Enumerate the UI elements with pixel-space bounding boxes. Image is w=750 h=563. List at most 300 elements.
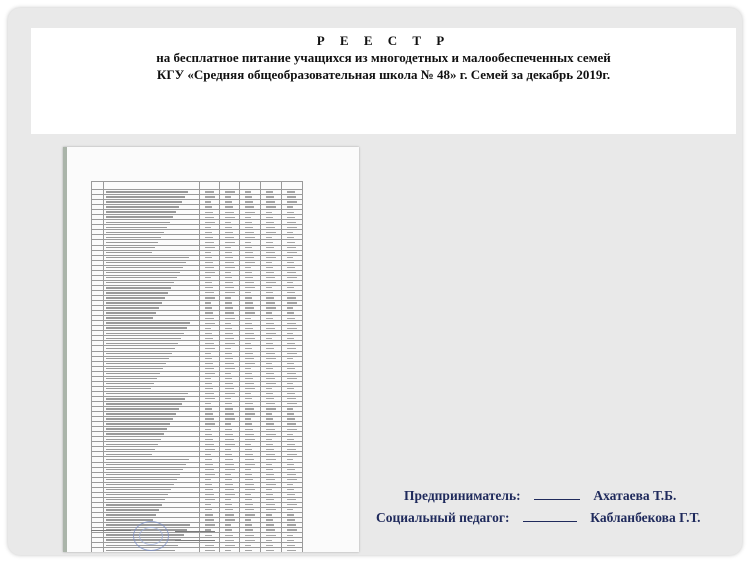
illegible-value-scribble bbox=[205, 323, 215, 324]
illegible-value-scribble bbox=[287, 201, 297, 202]
illegible-value-scribble bbox=[266, 237, 272, 238]
scan-footer-line bbox=[91, 530, 131, 531]
illegible-value-scribble bbox=[245, 408, 254, 409]
illegible-value-scribble bbox=[225, 348, 231, 349]
illegible-value-scribble bbox=[287, 247, 296, 248]
illegible-value-scribble bbox=[225, 338, 234, 339]
illegible-value-scribble bbox=[266, 252, 275, 253]
illegible-value-scribble bbox=[205, 550, 215, 551]
illegible-value-scribble bbox=[245, 469, 251, 470]
illegible-name-scribble bbox=[106, 383, 154, 384]
document-header bbox=[31, 28, 736, 134]
illegible-value-scribble bbox=[225, 504, 232, 505]
illegible-value-scribble bbox=[245, 212, 255, 213]
illegible-value-scribble bbox=[225, 449, 231, 450]
illegible-value-scribble bbox=[225, 232, 233, 233]
entrepreneur-name: Ахатаева Т.Б. bbox=[593, 488, 677, 503]
illegible-value-scribble bbox=[266, 418, 273, 419]
illegible-value-scribble bbox=[225, 378, 232, 379]
illegible-value-scribble bbox=[287, 545, 295, 546]
illegible-value-scribble bbox=[245, 267, 251, 268]
illegible-value-scribble bbox=[287, 368, 295, 369]
signature-blank bbox=[534, 489, 580, 500]
illegible-value-scribble bbox=[266, 338, 272, 339]
illegible-value-scribble bbox=[225, 444, 235, 445]
illegible-value-scribble bbox=[245, 489, 255, 490]
illegible-name-scribble bbox=[106, 333, 184, 334]
illegible-name-scribble bbox=[106, 378, 157, 379]
illegible-value-scribble bbox=[225, 413, 234, 414]
illegible-value-scribble bbox=[287, 383, 293, 384]
illegible-value-scribble bbox=[245, 368, 251, 369]
illegible-value-scribble bbox=[287, 323, 296, 324]
illegible-value-scribble bbox=[205, 545, 214, 546]
illegible-value-scribble bbox=[245, 545, 251, 546]
illegible-value-scribble bbox=[205, 277, 211, 278]
illegible-name-scribble bbox=[106, 307, 159, 308]
illegible-value-scribble bbox=[245, 494, 251, 495]
illegible-value-scribble bbox=[225, 302, 232, 303]
illegible-value-scribble bbox=[205, 449, 215, 450]
illegible-value-scribble bbox=[245, 535, 254, 536]
illegible-value-scribble bbox=[266, 212, 272, 213]
illegible-value-scribble bbox=[205, 504, 211, 505]
illegible-name-scribble bbox=[106, 327, 187, 328]
scan-table-cell bbox=[220, 182, 240, 190]
signature-blank bbox=[523, 511, 577, 522]
illegible-value-scribble bbox=[225, 312, 234, 313]
illegible-name-scribble bbox=[106, 489, 171, 490]
illegible-value-scribble bbox=[266, 499, 274, 500]
illegible-value-scribble bbox=[266, 302, 275, 303]
illegible-value-scribble bbox=[245, 262, 255, 263]
illegible-value-scribble bbox=[225, 307, 233, 308]
illegible-value-scribble bbox=[287, 242, 295, 243]
illegible-value-scribble bbox=[266, 504, 275, 505]
scan-table-cell bbox=[92, 548, 104, 552]
illegible-value-scribble bbox=[205, 444, 214, 445]
illegible-name-scribble bbox=[106, 418, 173, 419]
illegible-value-scribble bbox=[287, 262, 294, 263]
illegible-value-scribble bbox=[225, 272, 231, 273]
illegible-value-scribble bbox=[245, 201, 253, 202]
illegible-value-scribble bbox=[287, 393, 295, 394]
illegible-value-scribble bbox=[287, 418, 295, 419]
illegible-value-scribble bbox=[287, 509, 293, 510]
illegible-value-scribble bbox=[205, 257, 212, 258]
illegible-name-scribble bbox=[106, 408, 179, 409]
illegible-value-scribble bbox=[225, 323, 231, 324]
illegible-value-scribble bbox=[225, 474, 231, 475]
illegible-value-scribble bbox=[266, 333, 276, 334]
illegible-value-scribble bbox=[287, 373, 296, 374]
scan-table-cell bbox=[261, 182, 282, 190]
illegible-value-scribble bbox=[205, 368, 214, 369]
illegible-value-scribble bbox=[205, 232, 212, 233]
illegible-value-scribble bbox=[266, 368, 273, 369]
illegible-value-scribble bbox=[225, 287, 234, 288]
illegible-value-scribble bbox=[287, 312, 294, 313]
scan-table-cell bbox=[282, 548, 303, 552]
illegible-name-scribble bbox=[106, 196, 185, 197]
illegible-value-scribble bbox=[266, 459, 276, 460]
illegible-value-scribble bbox=[287, 338, 294, 339]
illegible-value-scribble bbox=[245, 383, 254, 384]
illegible-value-scribble bbox=[266, 282, 276, 283]
illegible-value-scribble bbox=[245, 333, 254, 334]
illegible-value-scribble bbox=[225, 540, 234, 541]
illegible-name-scribble bbox=[106, 413, 176, 414]
illegible-value-scribble bbox=[245, 247, 252, 248]
illegible-value-scribble bbox=[266, 489, 272, 490]
illegible-value-scribble bbox=[205, 408, 212, 409]
scan-table-row bbox=[92, 548, 303, 552]
illegible-name-scribble bbox=[106, 211, 176, 212]
illegible-value-scribble bbox=[245, 373, 252, 374]
illegible-value-scribble bbox=[245, 196, 252, 197]
illegible-value-scribble bbox=[225, 252, 232, 253]
illegible-value-scribble bbox=[205, 489, 213, 490]
illegible-value-scribble bbox=[205, 353, 211, 354]
illegible-name-scribble bbox=[106, 317, 153, 318]
illegible-value-scribble bbox=[205, 307, 212, 308]
illegible-name-scribble bbox=[106, 216, 173, 217]
illegible-value-scribble bbox=[245, 509, 254, 510]
illegible-value-scribble bbox=[287, 282, 293, 283]
illegible-name-scribble bbox=[106, 469, 183, 470]
illegible-value-scribble bbox=[225, 212, 234, 213]
entrepreneur-role: Предприниматель: bbox=[404, 488, 521, 503]
illegible-name-scribble bbox=[106, 388, 151, 389]
illegible-value-scribble bbox=[225, 373, 231, 374]
illegible-value-scribble bbox=[245, 499, 252, 500]
illegible-value-scribble bbox=[205, 519, 214, 520]
illegible-value-scribble bbox=[287, 439, 294, 440]
illegible-value-scribble bbox=[205, 191, 214, 192]
illegible-value-scribble bbox=[205, 227, 211, 228]
illegible-value-scribble bbox=[266, 201, 275, 202]
illegible-value-scribble bbox=[225, 196, 231, 197]
illegible-value-scribble bbox=[287, 408, 293, 409]
illegible-value-scribble bbox=[266, 247, 274, 248]
illegible-name-scribble bbox=[106, 373, 160, 374]
illegible-value-scribble bbox=[205, 282, 212, 283]
illegible-value-scribble bbox=[266, 348, 274, 349]
signature-row-entrepreneur bbox=[404, 488, 676, 504]
illegible-value-scribble bbox=[287, 232, 293, 233]
illegible-value-scribble bbox=[205, 343, 214, 344]
illegible-value-scribble bbox=[287, 206, 293, 207]
illegible-value-scribble bbox=[266, 434, 276, 435]
illegible-value-scribble bbox=[205, 201, 211, 202]
illegible-value-scribble bbox=[225, 489, 234, 490]
illegible-value-scribble bbox=[245, 323, 252, 324]
illegible-value-scribble bbox=[225, 550, 231, 551]
illegible-name-scribble bbox=[106, 484, 174, 485]
illegible-value-scribble bbox=[205, 429, 211, 430]
illegible-value-scribble bbox=[205, 464, 213, 465]
illegible-value-scribble bbox=[205, 363, 213, 364]
illegible-value-scribble bbox=[205, 499, 215, 500]
illegible-value-scribble bbox=[266, 550, 274, 551]
illegible-value-scribble bbox=[225, 418, 235, 419]
illegible-name-scribble bbox=[106, 454, 152, 455]
illegible-value-scribble bbox=[245, 459, 254, 460]
illegible-name-scribble bbox=[106, 206, 179, 207]
illegible-value-scribble bbox=[205, 509, 212, 510]
illegible-name-scribble bbox=[106, 348, 175, 349]
illegible-value-scribble bbox=[225, 222, 231, 223]
registry-subtitle: на бесплатное питание учащихся из многодетных и малообеспеченных семей bbox=[156, 50, 611, 65]
illegible-value-scribble bbox=[287, 378, 297, 379]
illegible-value-scribble bbox=[266, 292, 273, 293]
illegible-value-scribble bbox=[225, 292, 235, 293]
illegible-value-scribble bbox=[245, 403, 253, 404]
illegible-value-scribble bbox=[225, 524, 231, 525]
illegible-name-scribble bbox=[106, 439, 161, 440]
illegible-value-scribble bbox=[287, 519, 295, 520]
illegible-value-scribble bbox=[245, 302, 253, 303]
illegible-value-scribble bbox=[287, 363, 294, 364]
illegible-value-scribble bbox=[205, 287, 213, 288]
illegible-value-scribble bbox=[245, 429, 253, 430]
illegible-name-scribble bbox=[106, 297, 165, 298]
illegible-value-scribble bbox=[245, 277, 253, 278]
illegible-value-scribble bbox=[287, 388, 294, 389]
illegible-value-scribble bbox=[287, 358, 293, 359]
illegible-value-scribble bbox=[205, 413, 213, 414]
illegible-value-scribble bbox=[245, 318, 251, 319]
illegible-name-scribble bbox=[106, 277, 177, 278]
illegible-value-scribble bbox=[225, 393, 235, 394]
illegible-value-scribble bbox=[205, 383, 212, 384]
illegible-value-scribble bbox=[225, 429, 232, 430]
illegible-value-scribble bbox=[245, 227, 253, 228]
illegible-name-scribble bbox=[106, 398, 185, 399]
illegible-value-scribble bbox=[205, 292, 214, 293]
illegible-value-scribble bbox=[205, 479, 211, 480]
illegible-value-scribble bbox=[225, 398, 231, 399]
illegible-value-scribble bbox=[287, 318, 295, 319]
illegible-value-scribble bbox=[266, 257, 276, 258]
illegible-value-scribble bbox=[266, 413, 272, 414]
illegible-value-scribble bbox=[266, 383, 276, 384]
illegible-value-scribble bbox=[287, 479, 297, 480]
illegible-value-scribble bbox=[205, 358, 212, 359]
scan-table-cell bbox=[282, 182, 303, 190]
illegible-value-scribble bbox=[225, 464, 234, 465]
illegible-value-scribble bbox=[245, 307, 254, 308]
illegible-name-scribble bbox=[106, 464, 186, 465]
illegible-value-scribble bbox=[245, 454, 253, 455]
illegible-value-scribble bbox=[266, 297, 274, 298]
illegible-value-scribble bbox=[266, 545, 273, 546]
illegible-value-scribble bbox=[287, 535, 293, 536]
illegible-name-scribble bbox=[106, 222, 170, 223]
illegible-value-scribble bbox=[225, 343, 235, 344]
illegible-value-scribble bbox=[245, 282, 254, 283]
illegible-value-scribble bbox=[266, 217, 273, 218]
illegible-value-scribble bbox=[205, 212, 213, 213]
illegible-value-scribble bbox=[266, 444, 273, 445]
illegible-value-scribble bbox=[225, 262, 234, 263]
illegible-value-scribble bbox=[225, 479, 232, 480]
scan-table-cell bbox=[240, 182, 261, 190]
scan-table-cell bbox=[261, 548, 282, 552]
illegible-value-scribble bbox=[225, 217, 235, 218]
illegible-name-scribble bbox=[106, 338, 181, 339]
illegible-value-scribble bbox=[287, 489, 294, 490]
registry-school-line: КГУ «Средняя общеобразовательная школа № 48» г. Семей за декабрь 2019г. bbox=[156, 67, 611, 82]
illegible-value-scribble bbox=[266, 206, 276, 207]
illegible-value-scribble bbox=[266, 191, 273, 192]
illegible-value-scribble bbox=[225, 237, 234, 238]
illegible-value-scribble bbox=[205, 237, 213, 238]
illegible-value-scribble bbox=[225, 408, 233, 409]
illegible-name-scribble bbox=[106, 322, 190, 323]
illegible-name-scribble bbox=[106, 494, 168, 495]
illegible-value-scribble bbox=[205, 398, 215, 399]
scan-signature-line bbox=[175, 540, 215, 541]
illegible-name-scribble bbox=[106, 353, 172, 354]
illegible-value-scribble bbox=[245, 540, 255, 541]
illegible-value-scribble bbox=[287, 302, 297, 303]
illegible-value-scribble bbox=[266, 408, 276, 409]
illegible-value-scribble bbox=[266, 267, 273, 268]
illegible-value-scribble bbox=[225, 383, 233, 384]
scan-table-cell bbox=[240, 548, 261, 552]
illegible-value-scribble bbox=[205, 328, 211, 329]
registry-table-scan bbox=[91, 181, 303, 552]
illegible-value-scribble bbox=[245, 439, 255, 440]
illegible-name-scribble bbox=[106, 363, 166, 364]
illegible-value-scribble bbox=[287, 217, 295, 218]
illegible-value-scribble bbox=[205, 393, 214, 394]
illegible-value-scribble bbox=[266, 262, 272, 263]
illegible-value-scribble bbox=[205, 474, 215, 475]
illegible-value-scribble bbox=[266, 272, 274, 273]
illegible-value-scribble bbox=[287, 222, 296, 223]
illegible-value-scribble bbox=[225, 529, 232, 530]
illegible-value-scribble bbox=[205, 247, 215, 248]
illegible-name-scribble bbox=[106, 514, 156, 515]
illegible-value-scribble bbox=[225, 247, 231, 248]
illegible-value-scribble bbox=[245, 393, 251, 394]
illegible-value-scribble bbox=[266, 343, 273, 344]
illegible-value-scribble bbox=[245, 484, 254, 485]
illegible-value-scribble bbox=[287, 348, 296, 349]
scan-table-cell bbox=[200, 182, 220, 190]
illegible-value-scribble bbox=[205, 524, 215, 525]
illegible-value-scribble bbox=[266, 328, 275, 329]
illegible-value-scribble bbox=[266, 524, 274, 525]
illegible-value-scribble bbox=[205, 494, 214, 495]
illegible-value-scribble bbox=[287, 524, 296, 525]
illegible-value-scribble bbox=[287, 212, 294, 213]
illegible-value-scribble bbox=[245, 519, 251, 520]
illegible-value-scribble bbox=[205, 514, 213, 515]
illegible-value-scribble bbox=[205, 262, 213, 263]
illegible-value-scribble bbox=[266, 318, 273, 319]
illegible-value-scribble bbox=[225, 514, 234, 515]
illegible-value-scribble bbox=[266, 439, 272, 440]
illegible-name-scribble bbox=[106, 550, 175, 551]
illegible-value-scribble bbox=[205, 348, 215, 349]
illegible-value-scribble bbox=[287, 469, 295, 470]
scan-table-cell bbox=[104, 182, 200, 190]
illegible-value-scribble bbox=[205, 242, 214, 243]
illegible-value-scribble bbox=[225, 318, 235, 319]
illegible-value-scribble bbox=[266, 312, 272, 313]
illegible-value-scribble bbox=[205, 454, 211, 455]
illegible-value-scribble bbox=[287, 252, 297, 253]
illegible-value-scribble bbox=[205, 252, 211, 253]
illegible-value-scribble bbox=[266, 469, 273, 470]
illegible-value-scribble bbox=[205, 484, 212, 485]
illegible-name-scribble bbox=[106, 368, 163, 369]
illegible-value-scribble bbox=[205, 338, 213, 339]
illegible-value-scribble bbox=[287, 529, 297, 530]
illegible-value-scribble bbox=[245, 529, 253, 530]
illegible-value-scribble bbox=[245, 287, 255, 288]
illegible-value-scribble bbox=[287, 307, 293, 308]
illegible-value-scribble bbox=[266, 464, 272, 465]
illegible-value-scribble bbox=[225, 454, 232, 455]
illegible-value-scribble bbox=[287, 297, 296, 298]
illegible-value-scribble bbox=[225, 368, 235, 369]
illegible-value-scribble bbox=[225, 509, 233, 510]
illegible-name-scribble bbox=[106, 257, 189, 258]
illegible-value-scribble bbox=[225, 499, 231, 500]
illegible-name-scribble bbox=[106, 227, 167, 228]
illegible-value-scribble bbox=[266, 242, 273, 243]
round-stamp-image bbox=[133, 521, 169, 551]
illegible-value-scribble bbox=[266, 540, 272, 541]
illegible-value-scribble bbox=[266, 479, 275, 480]
illegible-value-scribble bbox=[205, 302, 211, 303]
illegible-value-scribble bbox=[287, 464, 294, 465]
illegible-value-scribble bbox=[225, 363, 234, 364]
illegible-value-scribble bbox=[287, 499, 296, 500]
illegible-value-scribble bbox=[287, 353, 297, 354]
illegible-name-scribble bbox=[106, 343, 178, 344]
illegible-value-scribble bbox=[225, 423, 231, 424]
illegible-name-scribble bbox=[106, 191, 188, 192]
illegible-value-scribble bbox=[205, 378, 211, 379]
illegible-value-scribble bbox=[205, 418, 214, 419]
illegible-name-scribble bbox=[106, 292, 168, 293]
illegible-name-scribble bbox=[106, 312, 156, 313]
illegible-value-scribble bbox=[287, 343, 295, 344]
illegible-value-scribble bbox=[266, 535, 276, 536]
illegible-name-scribble bbox=[106, 262, 186, 263]
illegible-value-scribble bbox=[245, 550, 252, 551]
illegible-value-scribble bbox=[225, 494, 235, 495]
illegible-value-scribble bbox=[225, 353, 232, 354]
illegible-value-scribble bbox=[266, 307, 276, 308]
illegible-name-scribble bbox=[106, 302, 162, 303]
illegible-name-scribble bbox=[106, 267, 183, 268]
illegible-name-scribble bbox=[106, 403, 182, 404]
illegible-value-scribble bbox=[225, 358, 233, 359]
illegible-value-scribble bbox=[225, 206, 233, 207]
illegible-value-scribble bbox=[245, 232, 254, 233]
social-pedagogue-role: Социальный педагог: bbox=[376, 510, 510, 525]
illegible-value-scribble bbox=[245, 363, 255, 364]
illegible-value-scribble bbox=[266, 403, 275, 404]
illegible-value-scribble bbox=[245, 292, 251, 293]
scan-table-cell bbox=[92, 182, 104, 190]
